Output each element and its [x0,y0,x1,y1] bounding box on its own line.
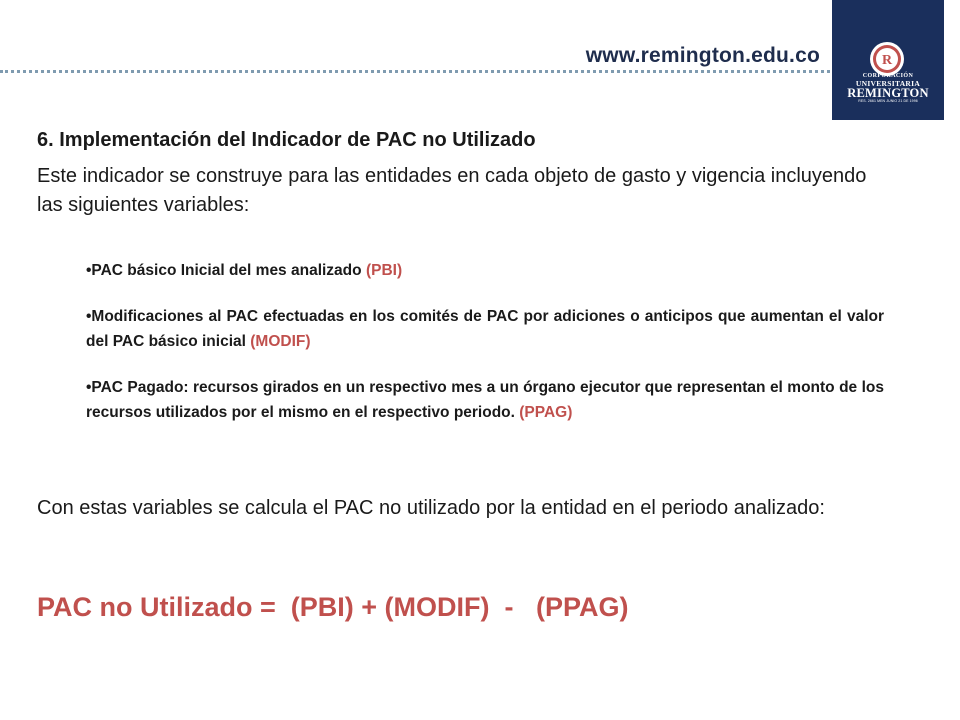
variable-code: (MODIF) [250,333,311,350]
variable-code: (PBI) [365,262,403,279]
logo-text-corporacion: CORPORACIÓN [862,73,914,79]
list-item-text: •PAC básico Inicial del mes analizado [86,262,362,279]
intro-paragraph: Este indicador se construye para las entidades en cada objeto de gasto y vigencia incluyendo las siguientes variables: [37,165,867,216]
list-item-modif [86,304,884,354]
logo-text-remington: REMINGTON [847,86,929,100]
list-item-ppag [86,375,884,425]
header-divider [0,70,830,73]
conclusion-paragraph: Con estas variables se calcula el PAC no utilizado por la entidad en el periodo analizado: [37,497,825,519]
variable-code: (PPAG) [519,404,573,421]
slide-heading: 6. Implementación del Indicador de PAC no Utilizado [37,129,536,151]
variables-list [86,258,884,446]
website-url[interactable]: www.remington.edu.co [585,44,820,67]
emblem-letter: R [881,53,893,68]
list-item-text: •PAC Pagado: recursos girados en un respectivo mes a un órgano ejecutor que representan el monto de los recursos utilizados por el mismo en el respectivo periodo. [86,379,884,421]
university-logo [832,0,944,120]
pac-formula: PAC no Utilizado = (PBI) + (MODIF) - (PPAG) [37,592,629,622]
list-item-text: •Modificaciones al PAC efectuadas en los comités de PAC por adiciones o anticipos que aumentan el valor del PAC básico inicial [86,308,884,350]
list-item-pbi [86,258,884,283]
logo-text-resolution: RES. 2661 MEN JUNIO 21 DE 1996 [858,99,918,103]
logo-text-universitaria: UNIVERSITARIA [855,79,921,88]
